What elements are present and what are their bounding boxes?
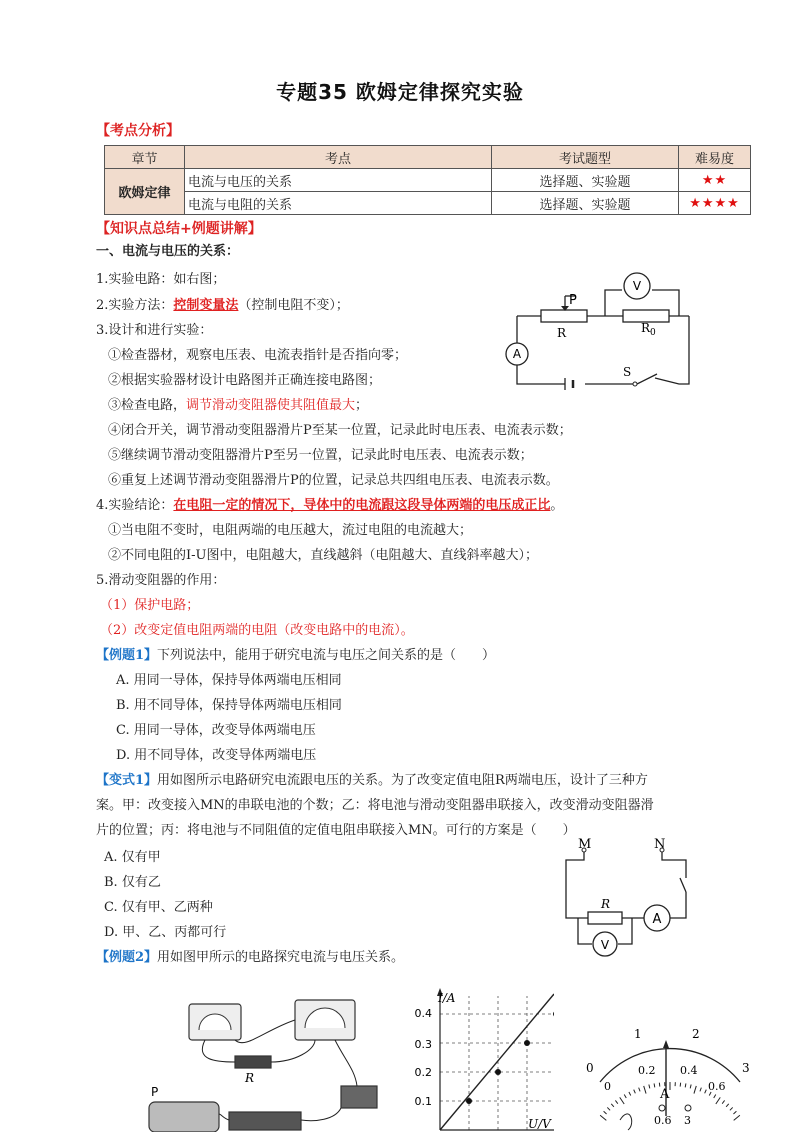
- variant-1-q2: 案。甲：改变接入MN的串联电池的个数；乙：将电池与滑动变阻器串联接入，改变滑动变阻器滑: [96, 798, 654, 813]
- dial-tick: [685, 1083, 686, 1087]
- line-3: 3.设计和进行实验：: [96, 323, 213, 338]
- voltmeter-label: V: [600, 938, 610, 952]
- dial-tick: [726, 1104, 729, 1107]
- variant-1-tag: 【变式1】: [96, 773, 158, 788]
- ex1-option-b: B. 用不同导体，保持导体两端电压相同: [116, 698, 342, 713]
- mn-circuit-diagram: [558, 838, 708, 958]
- ammeter-label: A: [512, 347, 522, 361]
- ytick-label: 0.3: [414, 1038, 432, 1051]
- conclusion-key: 在电阻一定的情况下，导体中的电流跟这段导体两端的电压成正比: [173, 498, 551, 513]
- example-1: [96, 646, 495, 666]
- dial-tick: [722, 1100, 724, 1103]
- table-row: [105, 192, 751, 215]
- v1-option-c: C. 仅有甲、乙两种: [104, 900, 213, 915]
- line-2: [96, 296, 349, 316]
- dial-tick: [690, 1085, 691, 1089]
- function-2: （2）改变定值电阻两端的电阻（改变电路中的电流）。: [100, 623, 414, 638]
- example-1-tag: 【例题1】: [96, 648, 158, 663]
- step-3-pre: ③检查电路，: [108, 398, 187, 413]
- dial-inner-label: 0.2: [638, 1064, 656, 1077]
- dial-tick: [705, 1090, 707, 1094]
- ex1-option-d: D. 用不同导体，改变导体两端电压: [116, 748, 317, 763]
- dial-outer-label: 2: [692, 1027, 700, 1041]
- th-chapter: 章节: [105, 146, 185, 169]
- dial-outer-label: 3: [742, 1061, 750, 1075]
- voltmeter-label: V: [632, 279, 642, 293]
- line-4: [96, 496, 563, 516]
- ammeter-dial-figure: [580, 1024, 755, 1132]
- page-title: 专题35 欧姆定律探究实验: [276, 80, 524, 104]
- dial-tick: [654, 1083, 655, 1087]
- line-4-post: 。: [550, 498, 564, 513]
- terminal-label: 3: [684, 1114, 691, 1127]
- method-key: 控制变量法: [173, 298, 239, 313]
- step-3-post: ；: [355, 398, 369, 413]
- switch-device: [341, 1086, 377, 1108]
- example-2: [96, 948, 404, 968]
- dial-tick: [733, 1111, 736, 1114]
- dial-tick: [604, 1111, 607, 1114]
- ex1-option-c: C. 用同一导体，改变导体两端电压: [116, 723, 316, 738]
- terminal-label: 0.6: [654, 1114, 672, 1127]
- data-point: [466, 1098, 472, 1104]
- step-2: ②根据实验器材设计电路图并正确连接电路图；: [108, 373, 382, 388]
- ytick-label: 0.2: [414, 1066, 432, 1079]
- variant-1: [96, 771, 648, 791]
- line-5: 5.滑动变阻器的作用：: [96, 573, 226, 588]
- dial-inner-label: 0.4: [680, 1064, 698, 1077]
- example-2-question: 用如图甲所示的电路探究电流与电压关系。: [157, 950, 405, 965]
- dial-tick: [624, 1095, 626, 1098]
- type-cell: 选择题、实验题: [492, 192, 679, 215]
- step-3-key: 调节滑动变阻器使其阻值最大: [186, 398, 356, 413]
- v1-option-d: D. 甲、乙、丙都可行: [104, 925, 227, 940]
- dial-inner-label: 0.6: [708, 1080, 726, 1093]
- experiment-circuit-diagram: [495, 262, 700, 394]
- dial-tick: [634, 1090, 636, 1094]
- dial-tick: [644, 1086, 646, 1094]
- function-1: （1）保护电路；: [100, 598, 200, 613]
- line-4-pre: 4.实验结论：: [96, 498, 174, 513]
- dial-tick: [730, 1107, 733, 1110]
- v1-option-b: B. 仅有乙: [104, 875, 161, 890]
- dial-tick: [694, 1086, 696, 1094]
- resistor-device: [235, 1056, 271, 1068]
- conclusion-1: ①当电阻不变时，电阻两端的电压越大，流过电阻的电流越大；: [108, 523, 473, 538]
- table-row: [105, 169, 751, 192]
- dial-tick: [734, 1115, 740, 1120]
- v1-option-a: A. 仅有甲: [104, 850, 161, 865]
- step-4: ④闭合开关，调节滑动变阻器滑片P至某一位置，记录此时电压表、电流表示数；: [108, 423, 572, 438]
- variant-1-q1: 用如图所示电路研究电流跟电压的关系。为了改变定值电阻R两端电压，设计了三种方: [157, 773, 648, 788]
- ammeter-label: A: [652, 912, 662, 927]
- terminal-m-label: M: [578, 838, 592, 852]
- graph-xlabel: U/V: [528, 1117, 551, 1131]
- dial-tick: [607, 1107, 610, 1110]
- step-1: ①检查器材，观察电压表、电流表指针是否指向零；: [108, 348, 408, 363]
- dial-tick: [714, 1095, 716, 1098]
- apparatus-figure: [145, 990, 395, 1132]
- dial-tick: [615, 1100, 617, 1103]
- ytick-label: 0.4: [414, 1007, 432, 1020]
- kaodian-table: [104, 145, 751, 215]
- ytick-label: 0.1: [414, 1095, 432, 1108]
- apparatus-slider-label: P: [151, 1085, 159, 1099]
- rheostat-device: [149, 1102, 219, 1132]
- dial-tick: [649, 1085, 650, 1089]
- dial-inner-label: 0: [604, 1080, 611, 1093]
- th-difficulty: 难易度: [679, 146, 751, 169]
- dial-outer-label: 1: [634, 1027, 642, 1041]
- th-type: 考试题型: [492, 146, 679, 169]
- stars-cell: ★★★★: [679, 192, 751, 215]
- dial-tick: [620, 1097, 624, 1104]
- data-point: [495, 1069, 501, 1075]
- series-line: [440, 994, 554, 1130]
- dial-tick: [639, 1088, 640, 1092]
- data-point: [524, 1040, 530, 1046]
- rheostat-label: R: [557, 326, 567, 340]
- apparatus-resistor-label: R: [245, 1071, 255, 1085]
- resistor-label: R: [601, 897, 611, 911]
- dial-tick: [716, 1097, 720, 1104]
- terminal-n-label: N: [654, 838, 666, 852]
- point-cell: 电流与电压的关系: [185, 169, 492, 192]
- step-5: ⑤继续调节滑动变阻器滑片P至另一位置，记录此时电压表、电流表示数；: [108, 448, 533, 463]
- type-cell: 选择题、实验题: [492, 169, 679, 192]
- line-2-pre: 2.实验方法：: [96, 298, 174, 313]
- dial-unit-label: A: [660, 1087, 670, 1102]
- dial-tick: [600, 1115, 606, 1120]
- battery-device: [229, 1112, 301, 1130]
- data-point: [553, 1011, 554, 1017]
- line-1: 1.实验电路：如右图；: [96, 272, 226, 287]
- switch-label: S: [623, 365, 632, 379]
- dial-tick: [611, 1104, 614, 1107]
- section-zhishi: 【知识点总结+例题讲解】: [96, 221, 262, 237]
- resistor-r0-label: $R_0$: [641, 321, 656, 338]
- conclusion-2: ②不同电阻的I-U图中，电阻越大，直线越斜（电阻越大、直线斜率越大）；: [108, 548, 538, 563]
- example-1-question: 下列说法中，能用于研究电流与电压之间关系的是（ ）: [157, 648, 496, 663]
- iu-graph: [404, 988, 554, 1132]
- graph-ylabel: I/A: [438, 991, 456, 1005]
- stars-cell: ★★: [679, 169, 751, 192]
- example-2-tag: 【例题2】: [96, 950, 158, 965]
- ex1-option-a: A. 用同一导体，保持导体两端电压相同: [116, 673, 342, 688]
- dial-outer-label: 0: [586, 1061, 594, 1075]
- chapter-cell: 欧姆定律: [105, 169, 185, 215]
- dial-tick: [629, 1092, 631, 1096]
- line-2-post: （控制电阻不变）；: [238, 298, 349, 313]
- variant-1-q3: 片的位置；丙：将电池与不同阻值的定值电阻串联接入MN。可行的方案是（ ）: [96, 823, 576, 838]
- table-header-row: [105, 146, 751, 169]
- dial-tick: [700, 1088, 701, 1092]
- point-cell: 电流与电阻的关系: [185, 192, 492, 215]
- section-kaodian: 【考点分析】: [96, 123, 180, 139]
- part1-title: 一、电流与电压的关系：: [96, 244, 240, 259]
- th-point: 考点: [185, 146, 492, 169]
- step-6: ⑥重复上述调节滑动变阻器滑片P的位置，记录总共四组电压表、电流表示数。: [108, 473, 559, 488]
- step-3: [108, 396, 368, 416]
- slider-label: P: [569, 293, 577, 308]
